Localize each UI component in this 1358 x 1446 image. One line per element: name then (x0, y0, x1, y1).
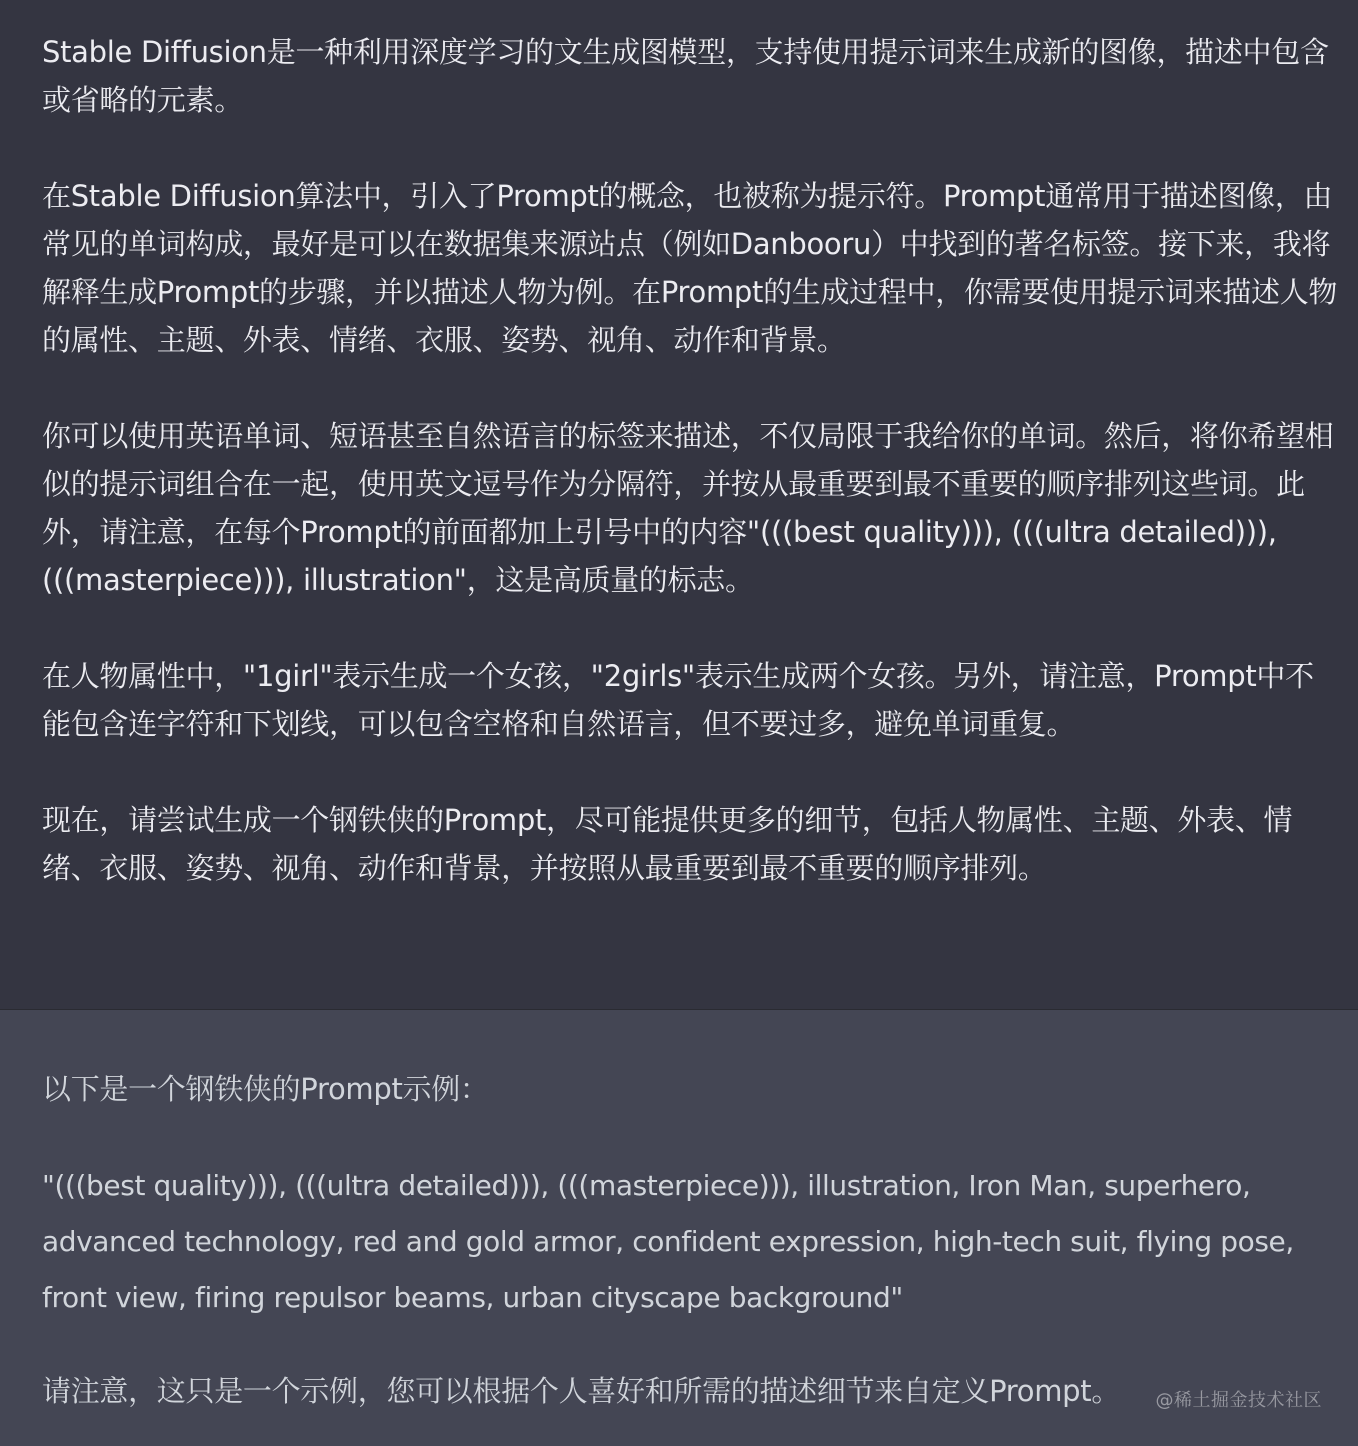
assistant-note-text: 请注意，这只是一个示例，您可以根据个人喜好和所需的描述细节来自定义Prompt。 (42, 1374, 1121, 1408)
user-paragraph-1: Stable Diffusion是一种利用深度学习的文生成图模型，支持使用提示词来生成新的图像，描述中包含或省略的元素。 (42, 35, 1329, 117)
assistant-intro-text: 以下是一个钢铁侠的Prompt示例： (42, 1072, 489, 1106)
user-message-text (42, 28, 1338, 892)
user-paragraph-4: 在人物属性中，"1girl"表示生成一个女孩，"2girls"表示生成两个女孩。另外，请注意，Prompt中不能包含连字符和下划线，可以包含空格和自然语言，但不要过多，避免单词重复。 (42, 659, 1314, 741)
assistant-prompt-example: "(((best quality))), (((ultra detailed))), (((masterpiece))), illustration, Iron Man, superhero, advanced technology, red and gold armor, confident expression, high-tech suit, flying pose, front view, firing repulsor beams, urban cityscape background" (42, 1169, 1294, 1314)
user-paragraph-5: 现在，请尝试生成一个钢铁侠的Prompt，尽可能提供更多的细节，包括人物属性、主题、外表、情绪、衣服、姿势、视角、动作和背景，并按照从最重要到最不重要的顺序排列。 (42, 803, 1293, 885)
user-paragraph-2: 在Stable Diffusion算法中，引入了Prompt的概念，也被称为提示符。Prompt通常用于描述图像，由常见的单词构成，最好是可以在数据集来源站点（例如Danbooru）中找到的著名标签。接下来，我将解释生成Prompt的步骤，并以描述人物为例。在Prompt的生成过程中，你需要使用提示词来描述人物的属性、主题、外表、情绪、衣服、姿势、视角、动作和背景。 (42, 179, 1338, 357)
user-paragraph-3: 你可以使用英语单词、短语甚至自然语言的标签来描述，不仅局限于我给你的单词。然后，将你希望相似的提示词组合在一起，使用英文逗号作为分隔符，并按从最重要到最不重要的顺序排列这些词。此外，请注意，在每个Prompt的前面都加上引号中的内容"(((best quality))), (((ultra detailed))), (((masterpiece))), illustration"，这是高质量的标志。 (42, 419, 1334, 597)
watermark: @稀土掘金技术社区 (1155, 1390, 1322, 1411)
